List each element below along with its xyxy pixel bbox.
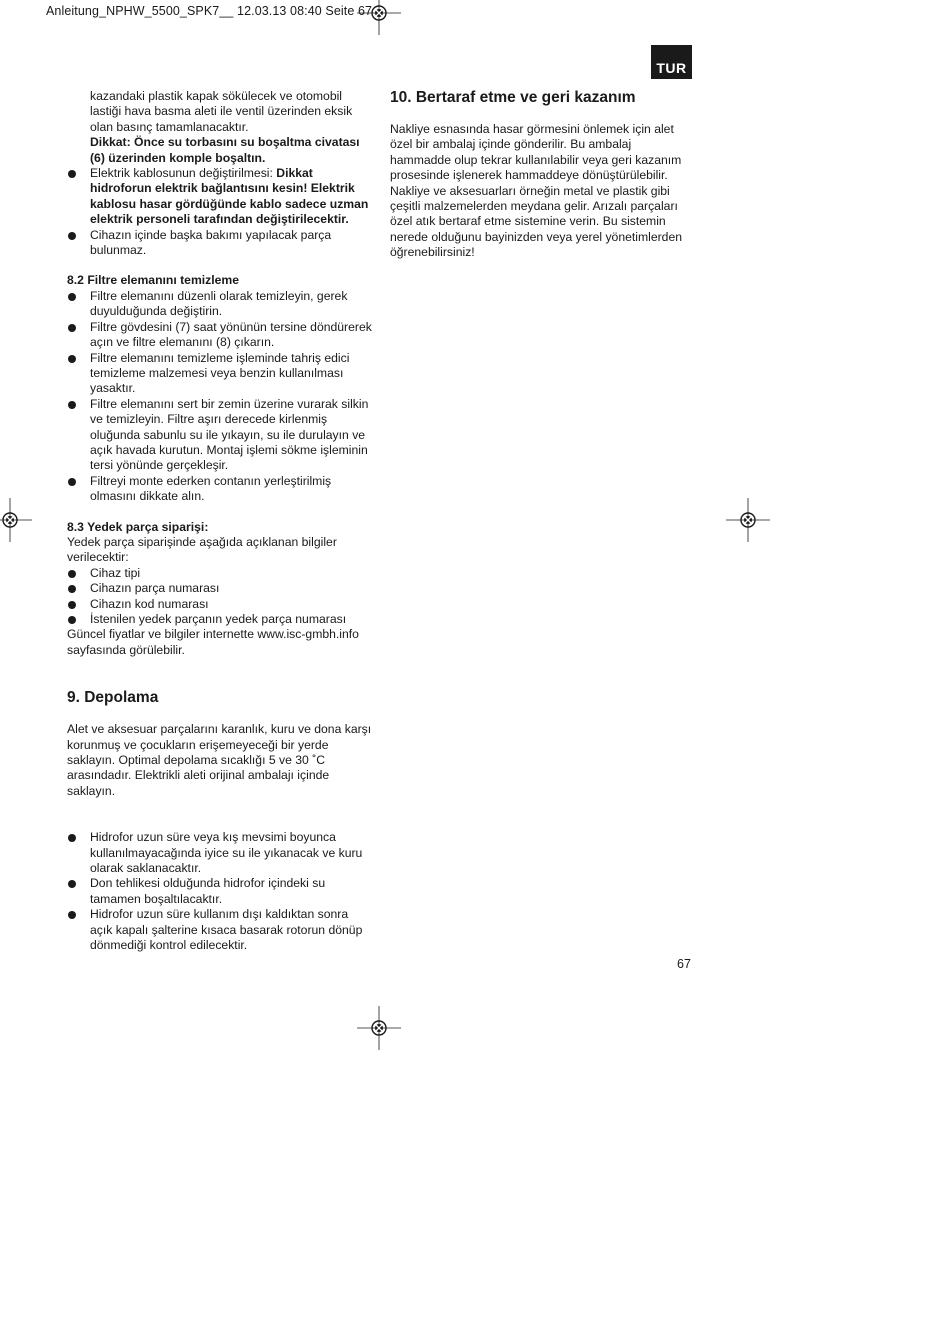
registration-mark-right-icon [726,498,770,542]
section-heading-8-3: 8.3 Yedek parça siparişi: [67,519,209,534]
page-number: 67 [677,957,691,971]
right-column [390,89,695,261]
paragraph: Nakliye esnasında hasar görmesini önlemek için alet özel bir ambalaj içinde gönderilir. Bu ambalaj hammadde olup tekrar kullanılabilir veya geri kazanım prosesinde işlenerek hammaddeye dönüştürülebilir. [390,122,682,183]
registration-mark-top-icon [357,0,401,35]
list-item: Cihaz tipi [67,566,372,581]
list-item: Hidrofor uzun süre veya kış mevsimi boyunca kullanılmayacağında iyice su ile yıkanacak ve kuru olarak saklanacaktır. [67,830,372,876]
list-item: İstenilen yedek parçanın yedek parça numarası [67,612,372,627]
intro-warning: Dikkat: Önce su torbasını su boşaltma civatası (6) üzerinden komple boşaltın. [90,135,360,165]
list-item: Elektrik kablosunun değiştirilmesi: Dikkat hidroforun elektrik bağlantısını kesin! Elektrik kablosu hasar gördüğünde kablo sadece uzman elektrik personeli tarafından değiştirilecektir. [67,166,372,228]
list-item: Cihazın kod numarası [67,597,372,612]
registration-mark-bottom-icon [357,1006,401,1050]
section-heading-9: 9. Depolama [67,689,159,707]
print-header: Anleitung_NPHW_5500_SPK7__ 12.03.13 08:40 Seite 67 [46,4,373,18]
registration-mark-left-icon [0,498,32,542]
left-column [67,89,372,954]
list-item: Hidrofor uzun süre kullanım dışı kaldıktan sonra açık kapalı şalterine kısaca basarak rotorun dönüp dönmediği kontrol edilecektir. [67,907,372,953]
list-item: Filtre elemanını düzenli olarak temizleyin, gerek duyulduğunda değiştirin. [67,289,372,320]
list-item: Cihazın parça numarası [67,581,372,596]
list-item: Cihazın içinde başka bakımı yapılacak parça bulunmaz. [67,228,372,259]
list-item: Don tehlikesi olduğunda hidrofor içindeki su tamamen boşaltılacaktır. [67,876,372,907]
section-heading-8-2: 8.2 Filtre elemanını temizleme [67,273,240,288]
intro-text: kazandaki plastik kapak sökülecek ve otomobil lastiği hava basma aleti ile ventil üzerinden eksik olan basınç tamamlanacaktır. [90,89,353,134]
section-heading-10: 10. Bertaraf etme ve geri kazanım [390,89,636,106]
paragraph: Alet ve aksesuar parçalarını karanlık, kuru ve dona karşı korunmuş ve çocukların erişemeyeceği bir yerde saklayın. Optimal depolama sıcaklığı 5 ve 30 ˚C arasındadır. Elektrikli aleti orijinal ambalajı içinde saklayın. [67,722,372,798]
paragraph: Güncel fiyatlar ve bilgiler internette www.isc-gmbh.info sayfasında görülebilir. [67,627,359,657]
paragraph: Yedek parça siparişinde aşağıda açıklanan bilgiler verilecektir: [67,534,337,565]
list-item: Filtreyi monte ederken contanın yerleştirilmiş olmasını dikkate alın. [67,474,372,505]
list-item: Filtre elemanını sert bir zemin üzerine vurarak silkin ve temizleyin. Filtre aşırı derecede kirlenmiş oluğunda sabunlu su ile yıkayın, su ile durulayın ve açık havada kurutun. Montaj işlemi sökme işleminin tersi yönünde gerçekleşir. [67,397,372,474]
language-tab: TUR [651,45,692,79]
list-item: Filtre elemanını temizleme işleminde tahriş edici temizleme malzemesi veya benzin kullanılması yasaktır. [67,351,372,397]
list-item: Filtre gövdesini (7) saat yönünün tersine döndürerek açın ve filtre elemanını (8) çıkarın. [67,320,372,351]
paragraph: Nakliye ve aksesuarları örneğin metal ve plastik gibi çeşitli malzemelerden meydana gelir. Arızalı parçaları özel atık bertaraf etme sistemine verin. Bu sistemin nerede olduğunu bayinizden veya yerel yönetimlerden öğrenebilirsiniz! [390,183,683,260]
